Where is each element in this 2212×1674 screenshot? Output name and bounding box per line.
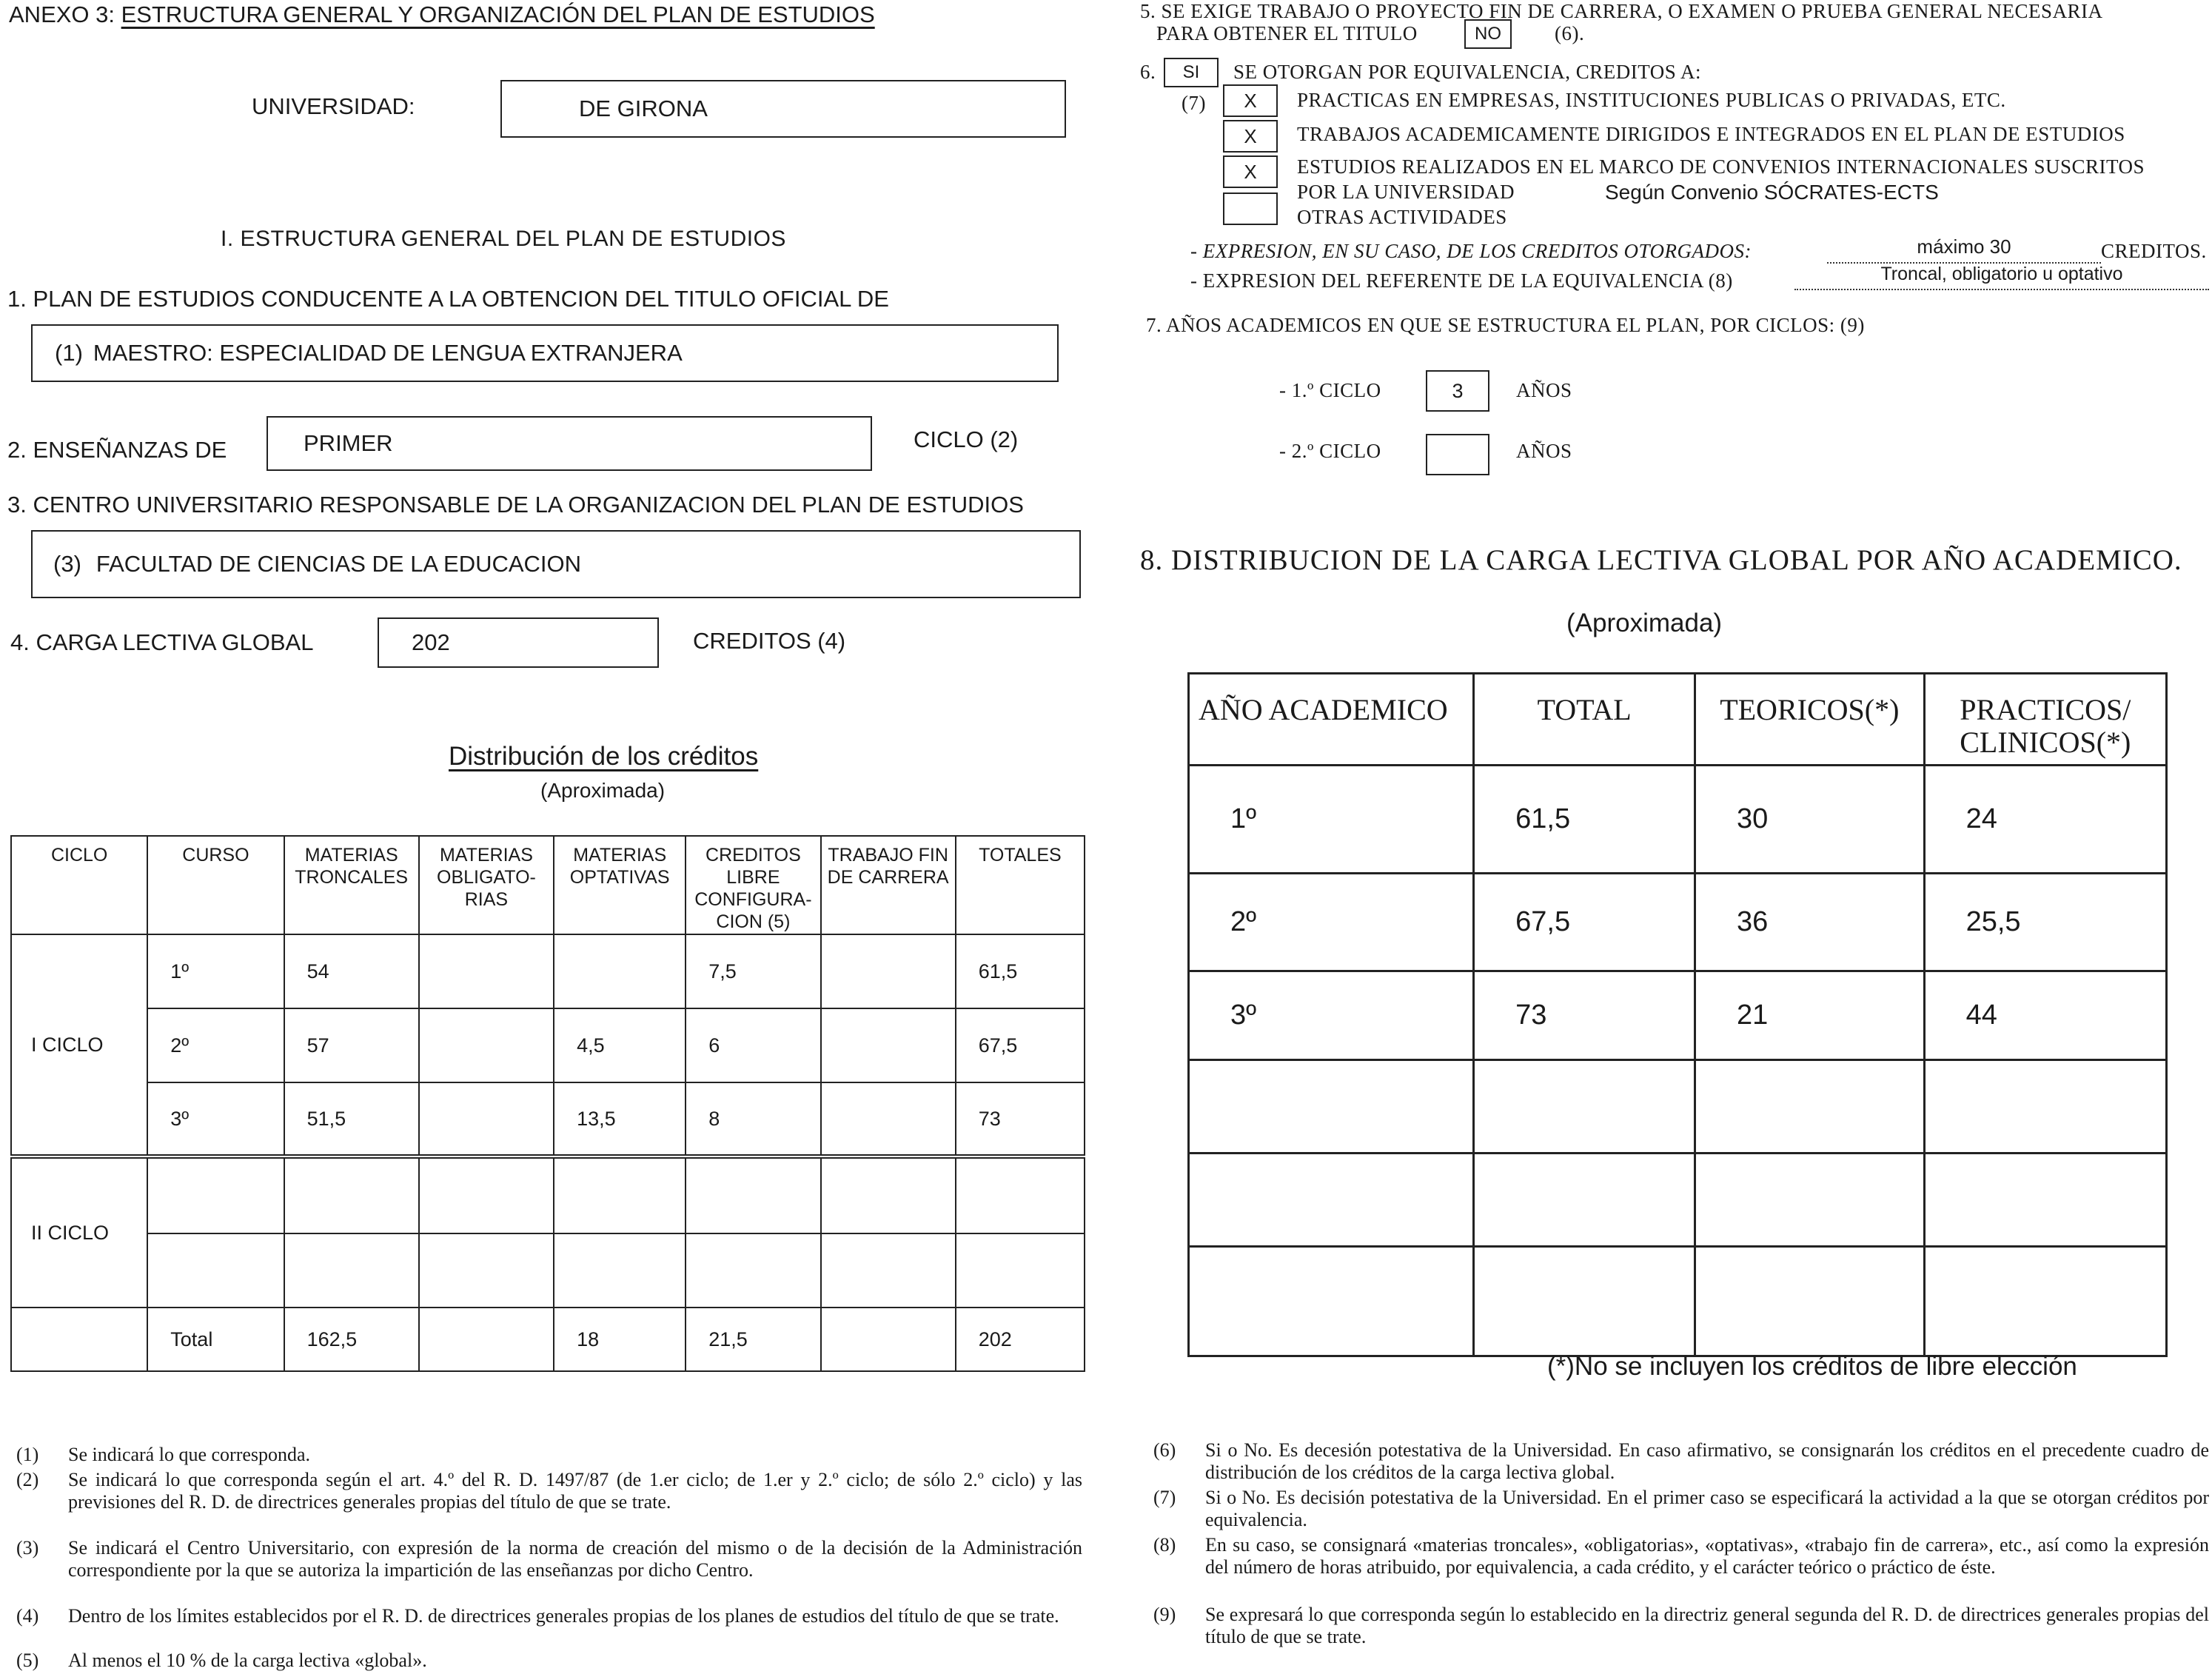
item-1-field [31,324,1059,382]
trabajo-cell [821,1156,956,1233]
expr-1-suffix: CREDITOS. [2101,240,2207,262]
note-6 [1153,1439,2209,1484]
libre-cell: 21,5 [686,1308,820,1371]
note-8 [1153,1534,2209,1578]
note-2 [16,1469,1082,1513]
option-trabajos: TRABAJOS ACADEMICAMENTE DIRIGIDOS E INTEGRADOS EN EL PLAN DE ESTUDIOS [1297,123,2125,145]
expr-2-value: Troncal, obligatorio u optativo [1880,264,2123,284]
obligatorias-cell [419,934,554,1008]
distribution-table [10,835,1085,1372]
trabajo-cell [821,1308,956,1371]
item-6-ref: (7) [1182,92,1206,114]
header-totales: TOTALES [956,836,1085,934]
cycle-1-unit: AÑOS [1516,379,1572,401]
totales-cell: 73 [956,1082,1085,1156]
item-6-field [1164,58,1219,87]
header-libre: CREDITOS LIBRE CONFIGURA-CION (5) [686,836,820,934]
item-1-label: 1. PLAN DE ESTUDIOS CONDUCENTE A LA OBTENCION DEL TITULO OFICIAL DE [7,286,889,312]
cycle-2-unit: AÑOS [1516,440,1572,462]
practice-cell: 25,5 [1924,874,2166,971]
table-row [11,1233,1085,1308]
total-cell: 67,5 [1474,874,1695,971]
optativas-cell [554,1156,686,1233]
expr-1-label: - EXPRESION, EN SU CASO, DE LOS CREDITOS OTORGADOS: [1190,240,1752,262]
cycle-1-cell: I CICLO [11,934,147,1156]
note-text: Si o No. Es decesión potestativa de la Universidad. En caso afirmativo, se consignarán los créditos en el precedente cuadro de distribución de los créditos de la carga lectiva global. [1205,1439,2209,1483]
item-3-value: FACULTAD DE CIENCIAS DE LA EDUCACION [95,551,582,577]
item-2-field [267,416,872,471]
header-troncales: MATERIAS TRONCALES [284,836,419,934]
cycle-2-label: - 2.º CICLO [1279,440,1381,462]
note-number: (7) [1153,1487,1176,1508]
obligatorias-cell [419,1233,554,1308]
theory-cell: 36 [1695,874,1925,971]
note-number: (4) [16,1605,39,1627]
expr-1-value: máximo 30 [1917,235,2011,258]
item-1-num: (1) [55,340,83,366]
optativas-cell: 13,5 [554,1082,686,1156]
total-cell: 73 [1474,971,1695,1060]
expr-2-field [1794,264,2209,290]
total-cell [1474,1247,1695,1356]
troncales-cell: 51,5 [284,1082,419,1156]
theory-cell [1695,1060,1925,1154]
cycle-1-label: - 1.º CICLO [1279,379,1381,401]
obligatorias-cell [419,1308,554,1371]
university-label: UNIVERSIDAD: [252,93,415,119]
option-practicas: PRACTICAS EN EMPRESAS, INSTITUCIONES PUBLICAS O PRIVADAS, ETC. [1297,89,2006,111]
note-number: (2) [16,1469,39,1490]
item-7-label: 7. AÑOS ACADEMICOS EN QUE SE ESTRUCTURA EL PLAN, POR CICLOS: (9) [1146,314,1865,336]
obligatorias-cell [419,1008,554,1082]
item-2-label: 2. ENSEÑANZAS DE [7,437,227,463]
curso-cell: 1º [147,934,284,1008]
practice-cell [1924,1247,2166,1356]
libre-cell [686,1233,820,1308]
annex-title: ESTRUCTURA GENERAL Y ORGANIZACIÓN DEL PLAN DE ESTUDIOS [121,1,875,27]
header-theory: TEORICOS(*) [1695,674,1925,766]
curso-cell [147,1233,284,1308]
troncales-cell [284,1233,419,1308]
checkbox-practicas[interactable] [1223,84,1278,117]
item-3-num: (3) [53,551,81,577]
load-table [1187,672,2168,1357]
option-estudios-extra: Según Convenio SÓCRATES-ECTS [1605,181,1939,204]
theory-cell: 30 [1695,766,1925,874]
expr-1-field [1827,235,2101,264]
item-5-line-2: PARA OBTENER EL TITULO [1156,22,1418,44]
header-year: AÑO ACADEMICO [1189,674,1474,766]
theory-cell: 21 [1695,971,1925,1060]
table-row [11,1156,1085,1233]
totales-cell: 202 [956,1308,1085,1371]
trabajo-cell [821,934,956,1008]
table-row [1189,766,2167,874]
annex-prefix: ANEXO 3: [9,1,115,27]
note-text: Si o No. Es decisión potestativa de la Universidad. En el primer caso se especificará la actividad a la que se otorgan créditos por equivalencia. [1205,1487,2209,1530]
cycle-2-cell: II CICLO [11,1156,147,1308]
university-field [500,80,1066,138]
item-4-suffix: CREDITOS (4) [693,628,846,654]
checkbox-mark: X [1244,90,1257,112]
item-4-field [378,617,659,668]
libre-cell: 7,5 [686,934,820,1008]
total-cell [1474,1060,1695,1154]
totales-cell: 67,5 [956,1008,1085,1082]
item-1-value: MAESTRO: ESPECIALIDAD DE LENGUA EXTRANJERA [93,340,683,366]
year-cell: 2º [1189,874,1474,971]
totales-cell: 61,5 [956,934,1085,1008]
optativas-cell [554,1233,686,1308]
checkbox-otras[interactable] [1223,192,1278,225]
practice-cell: 24 [1924,766,2166,874]
year-cell [1189,1247,1474,1356]
empty-cell [11,1308,147,1371]
year-cell [1189,1154,1474,1247]
total-cell: 61,5 [1474,766,1695,874]
note-7 [1153,1487,2209,1531]
libre-cell: 8 [686,1082,820,1156]
table-row [1189,1247,2167,1356]
cycle-1-years: 3 [1452,379,1464,402]
libre-cell: 6 [686,1008,820,1082]
distribution-subtitle: (Aproximada) [540,779,666,802]
checkbox-trabajos[interactable] [1223,120,1278,153]
optativas-cell: 18 [554,1308,686,1371]
header-practice: PRACTICOS/ CLINICOS(*) [1924,674,2166,766]
item-5-line-1: 5. SE EXIGE TRABAJO O PROYECTO FIN DE CARRERA, O EXAMEN O PRUEBA GENERAL NECESARIA [1140,0,2103,22]
optativas-cell [554,934,686,1008]
item-5-value: NO [1475,24,1501,44]
practice-cell [1924,1154,2166,1247]
item-3-label: 3. CENTRO UNIVERSITARIO RESPONSABLE DE LA ORGANIZACION DEL PLAN DE ESTUDIOS [7,492,1024,518]
obligatorias-cell [419,1082,554,1156]
curso-cell [147,1156,284,1233]
note-text: Se indicará lo que corresponda. [68,1444,311,1465]
troncales-cell: 54 [284,934,419,1008]
note-1 [16,1444,1082,1466]
item-5-note: (6). [1555,22,1585,44]
table-row [11,1308,1085,1371]
note-4 [16,1605,1082,1627]
header-total: TOTAL [1474,674,1695,766]
table-row [1189,971,2167,1060]
header-obligatorias: MATERIAS OBLIGATO-RIAS [419,836,554,934]
libre-cell [686,1156,820,1233]
distribution-title: Distribución de los créditos [449,742,759,771]
note-text: Se indicará el Centro Universitario, con expresión de la norma de creación del mismo o de la decisión de la Administración correspondiente por la que se autoriza la impartición de las enseñanzas por dicho Centro. [68,1537,1082,1581]
trabajo-cell [821,1082,956,1156]
item-6-value: SI [1182,62,1200,82]
note-number: (1) [16,1444,39,1465]
checkbox-mark: X [1244,161,1257,183]
total-label-cell: Total [147,1308,284,1371]
troncales-cell: 162,5 [284,1308,419,1371]
header-optativas: MATERIAS OPTATIVAS [554,836,686,934]
item-8-title: 8. DISTRIBUCION DE LA CARGA LECTIVA GLOBAL POR AÑO ACADEMICO. [1140,544,2182,576]
note-number: (8) [1153,1534,1176,1556]
optativas-cell: 4,5 [554,1008,686,1082]
year-cell: 1º [1189,766,1474,874]
item-4-label: 4. CARGA LECTIVA GLOBAL [10,629,314,655]
year-cell [1189,1060,1474,1154]
note-text: Se expresará lo que corresponda según lo establecido en la directriz general segunda del R. D. de directrices generales propias del título de que se trate. [1205,1604,2209,1647]
header-curso: CURSO [147,836,284,934]
annex-header [9,1,875,28]
curso-cell: 3º [147,1082,284,1156]
troncales-cell: 57 [284,1008,419,1082]
item-2-suffix: CICLO (2) [914,426,1019,452]
header-ciclo: CICLO [11,836,147,934]
note-number: (3) [16,1537,39,1559]
cycle-1-years-field [1426,370,1489,412]
option-otras: OTRAS ACTIVIDADES [1297,206,1507,228]
table-row [1189,874,2167,971]
table-row [1189,1154,2167,1247]
item-8-footnote: (*)No se incluyen los créditos de libre elección [1547,1352,2077,1381]
obligatorias-cell [419,1156,554,1233]
note-number: (6) [1153,1439,1176,1461]
header-trabajo: TRABAJO FIN DE CARRERA [821,836,956,934]
item-2-value: PRIMER [304,430,393,456]
totales-cell [956,1233,1085,1308]
item-6-label: SE OTORGAN POR EQUIVALENCIA, CREDITOS A: [1233,61,1702,83]
option-estudios: ESTUDIOS REALIZADOS EN EL MARCO DE CONVENIOS INTERNACIONALES SUSCRITOS [1297,155,2145,178]
item-6-num: 6. [1140,61,1156,83]
university-value: DE GIRONA [579,96,708,121]
practice-cell [1924,1060,2166,1154]
expr-2-label: - EXPRESION DEL REFERENTE DE LA EQUIVALENCIA (8) [1190,269,1733,292]
item-8-subtitle: (Aproximada) [1566,609,1723,637]
item-5-field [1464,19,1512,49]
note-text: Se indicará lo que corresponda según el art. 4.º del R. D. 1497/87 (de 1.er ciclo; de 1.er y 2.º ciclo; de sólo 2.º ciclo) y las previsiones del R. D. de directrices generales propias del título de que se trate. [68,1469,1082,1513]
theory-cell [1695,1154,1925,1247]
theory-cell [1695,1247,1925,1356]
note-3 [16,1537,1082,1581]
year-cell: 3º [1189,971,1474,1060]
section-1-title: I. ESTRUCTURA GENERAL DEL PLAN DE ESTUDIOS [221,227,786,251]
totales-cell [956,1156,1085,1233]
note-number: (9) [1153,1604,1176,1625]
note-text: Al menos el 10 % de la carga lectiva «global». [68,1650,427,1671]
option-estudios-line-2: POR LA UNIVERSIDAD [1297,181,1515,203]
practice-cell: 44 [1924,971,2166,1060]
table-row [11,1082,1085,1156]
table-row [11,1008,1085,1082]
note-number: (5) [16,1650,39,1671]
total-cell [1474,1154,1695,1247]
trabajo-cell [821,1008,956,1082]
table-row [11,934,1085,1008]
checkbox-estudios[interactable] [1223,155,1278,188]
note-text: En su caso, se consignará «materias troncales», «obligatorias», «optativas», «trabajo fin de carrera», etc., así como la expresión del número de horas atribuido, por equivalencia, a cada crédito, y el carácter teórico o práctico de éste. [1205,1534,2209,1578]
table-row [1189,1060,2167,1154]
curso-cell: 2º [147,1008,284,1082]
item-4-value: 202 [412,629,450,655]
note-text: Dentro de los límites establecidos por el R. D. de directrices generales propias de los planes de estudios del título de que se trate. [68,1605,1059,1627]
note-9 [1153,1604,2209,1648]
item-3-field [31,530,1081,598]
checkbox-mark: X [1244,125,1257,147]
troncales-cell [284,1156,419,1233]
note-5 [16,1650,1082,1672]
trabajo-cell [821,1233,956,1308]
cycle-2-years-field [1426,434,1489,475]
